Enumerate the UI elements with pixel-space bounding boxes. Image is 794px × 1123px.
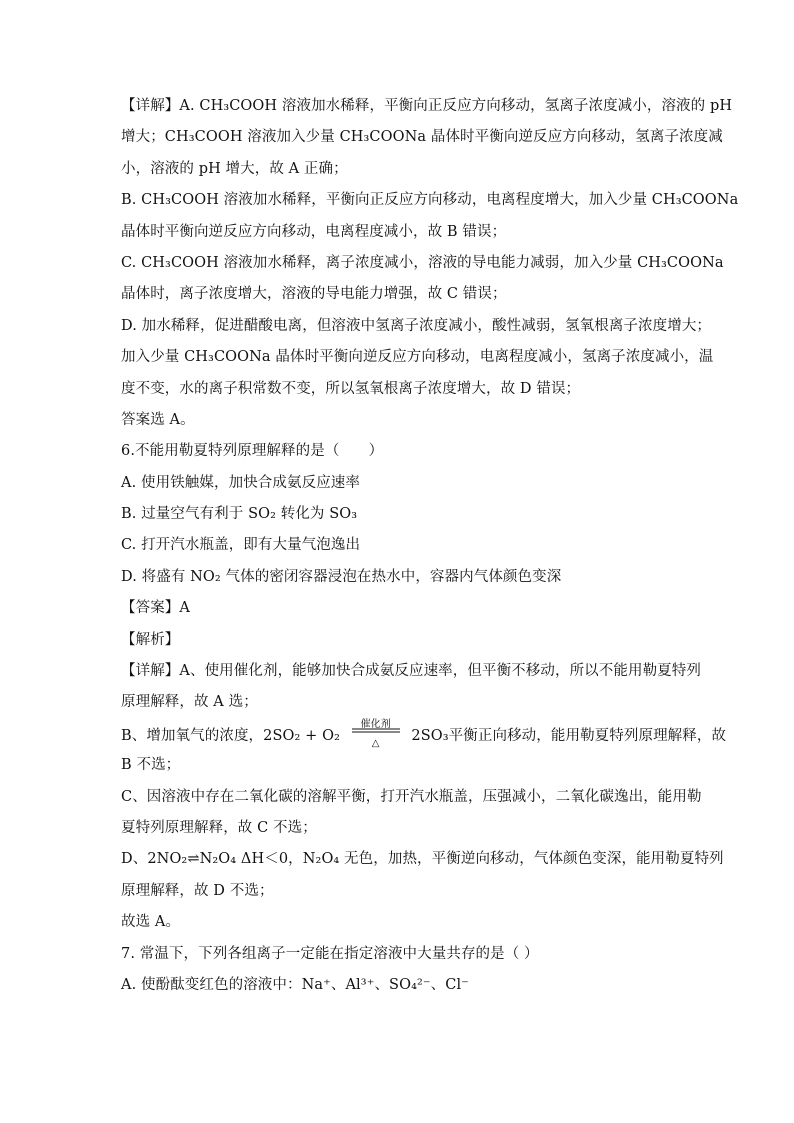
- arrow-condition-top: 催化剂: [360, 718, 391, 730]
- question-6: 6.不能用勒夏特列原理解释的是（ ）: [121, 443, 384, 460]
- option-6d: D. 将盛有 NO₂ 气体的密闭容器浸泡在热水中，容器内气体颜色变深: [121, 568, 562, 585]
- text-line-10: 度不变，水的离子积常数不变，所以氢氧根离子浓度增大，故 D 错误；: [121, 380, 581, 397]
- detail-line-6: 夏特列原理解释，故 C 不选；: [121, 819, 317, 836]
- equation-line: [121, 718, 727, 755]
- detail-line-7: D、2NO₂⇌N₂O₄ ΔH＜0，N₂O₄ 无色，加热，平衡逆向移动，气体颜色变深，能用勒夏特列: [121, 851, 724, 868]
- reaction-arrow: [351, 718, 401, 749]
- text-line-8: D. 加水稀释，促进醋酸电离，但溶液中氢离子浓度减小，酸性减弱，氢氧根离子浓度增大；: [121, 317, 712, 334]
- text-line-6: C. CH₃COOH 溶液加水稀释，离子浓度减小，溶液的导电能力减弱，加入少量 CH₃COONa: [121, 254, 724, 271]
- analysis-heading: 【解析】: [121, 631, 180, 648]
- final-answer: 故选 A。: [121, 914, 181, 931]
- detail-line-2: 原理解释，故 A 选；: [121, 694, 258, 711]
- question-7: 7. 常温下，下列各组离子一定能在指定溶液中大量共存的是（ ）: [121, 945, 539, 962]
- option-6b: B. 过量空气有利于 SO₂ 转化为 SO₃: [121, 506, 358, 523]
- answer-heading: 【答案】A: [121, 600, 190, 617]
- detail-line-5: C、因溶液中存在二氧化碳的溶解平衡，打开汽水瓶盖，压强减小，二氧化碳逸出，能用勒: [121, 788, 702, 805]
- equation-before: B、增加氧气的浓度，2SO₂ + O₂: [121, 727, 340, 744]
- option-6a: A. 使用铁触媒，加快合成氨反应速率: [121, 474, 360, 491]
- detail-line-1: 【详解】A、使用催化剂，能够加快合成氨反应速率，但平衡不移动，所以不能用勒夏特列: [121, 663, 701, 680]
- text-line-3: 小，溶液的 pH 增大，故 A 正确；: [121, 160, 348, 177]
- text-line-1: 【详解】A. CH₃COOH 溶液加水稀释，平衡向正反应方向移动，氢离子浓度减小，溶液的 pH: [121, 98, 733, 114]
- option-6c: C. 打开汽水瓶盖，即有大量气泡逸出: [121, 537, 361, 554]
- answer-line: 答案选 A。: [121, 411, 195, 428]
- option-7a: A. 使酚酞变红色的溶液中：Na⁺、Al³⁺、SO₄²⁻、Cl⁻: [121, 976, 469, 993]
- equation-after: 2SO₃平衡正向移动，能用勒夏特列原理解释，故: [411, 727, 727, 744]
- arrow-condition-bottom: △: [371, 737, 380, 749]
- text-line-5: 晶体时平衡向逆反应方向移动，电离程度减小，故 B 错误；: [121, 223, 507, 240]
- text-line-7: 晶体时，离子浓度增大，溶液的导电能力增强，故 C 错误；: [121, 286, 507, 303]
- detail-line-8: 原理解释，故 D 不选；: [121, 882, 274, 899]
- text-line-9: 加入少量 CH₃COONa 晶体时平衡向逆反应方向移动，电离程度减小，氢离子浓度减小，温: [121, 349, 714, 366]
- document-page: [121, 96, 739, 1006]
- detail-line-4: B 不选；: [121, 757, 181, 774]
- text-line-2: 增大；CH₃COOH 溶液加入少量 CH₃COONa 晶体时平衡向逆反应方向移动，氢离子浓度减: [121, 129, 723, 146]
- text-line-4: B. CH₃COOH 溶液加水稀释，平衡向正反应方向移动，电离程度增大，加入少量 CH₃COONa: [121, 192, 739, 209]
